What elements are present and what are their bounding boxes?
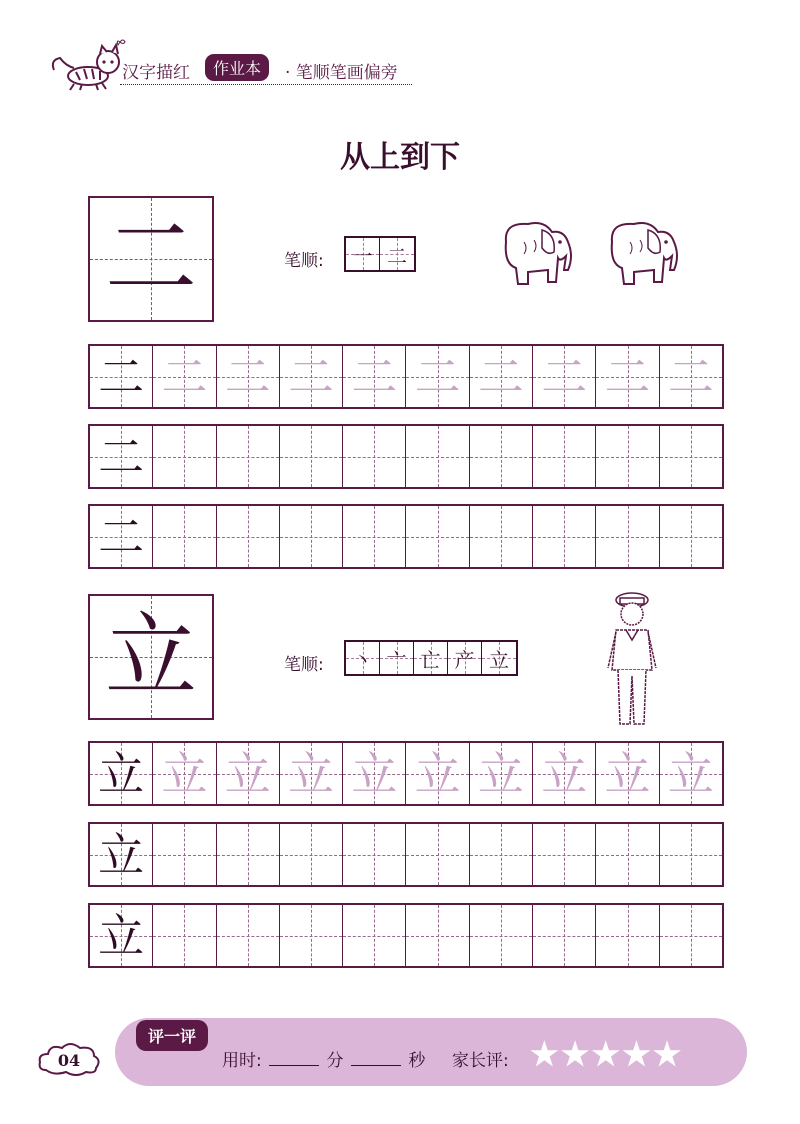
cat-logo-icon xyxy=(46,36,126,94)
trace-cell[interactable]: 立 xyxy=(280,743,343,804)
model-cell: 二 xyxy=(90,346,153,407)
trace-cell[interactable]: 二 xyxy=(596,346,659,407)
empty-cell[interactable] xyxy=(660,506,722,567)
practice-row xyxy=(88,504,724,569)
empty-cell[interactable] xyxy=(406,905,469,966)
evaluation-tab: 评一评 xyxy=(136,1020,208,1051)
practice-row xyxy=(88,424,724,489)
stroke-step: 丶 xyxy=(346,642,380,674)
model-cell: 立 xyxy=(90,905,153,966)
empty-cell[interactable] xyxy=(280,506,343,567)
trace-cell[interactable]: 二 xyxy=(153,346,216,407)
trace-cell[interactable]: 立 xyxy=(470,743,533,804)
stroke-order-label: 笔顺: xyxy=(284,655,324,675)
practice-row xyxy=(88,344,724,409)
practice-row xyxy=(88,741,724,806)
empty-cell[interactable] xyxy=(406,506,469,567)
empty-cell[interactable] xyxy=(660,905,722,966)
stroke-step: 亡 xyxy=(414,642,448,674)
book-tag: 作业本 xyxy=(205,54,269,81)
star-icon[interactable]: ★ xyxy=(530,1035,559,1073)
stroke-order-strip xyxy=(344,236,416,272)
empty-cell[interactable] xyxy=(533,426,596,487)
empty-cell[interactable] xyxy=(280,426,343,487)
trace-cell[interactable]: 立 xyxy=(406,743,469,804)
stroke-order-label: 笔顺: xyxy=(284,251,324,271)
empty-cell[interactable] xyxy=(343,905,406,966)
big-character: 立 xyxy=(104,603,197,710)
model-cell: 立 xyxy=(90,824,153,885)
trace-cell[interactable]: 二 xyxy=(406,346,469,407)
empty-cell[interactable] xyxy=(406,426,469,487)
stroke-order-strip xyxy=(344,640,518,676)
page-title: 从上到下 xyxy=(340,140,460,175)
book-subtitle: · 笔顺笔画偏旁 xyxy=(285,63,398,83)
empty-cell[interactable] xyxy=(470,905,533,966)
minutes-blank[interactable] xyxy=(269,1065,319,1066)
empty-cell[interactable] xyxy=(280,905,343,966)
star-icon[interactable]: ★ xyxy=(560,1035,590,1073)
empty-cell[interactable] xyxy=(153,506,216,567)
empty-cell[interactable] xyxy=(596,426,659,487)
book-title: 汉字描红 xyxy=(122,63,190,83)
empty-cell[interactable] xyxy=(343,824,406,885)
page-number: 04 xyxy=(57,1051,81,1070)
model-cell: 立 xyxy=(90,743,153,804)
trace-cell[interactable]: 立 xyxy=(343,743,406,804)
empty-cell[interactable] xyxy=(596,824,659,885)
star-icon[interactable]: ★ xyxy=(622,1035,651,1073)
star-icon[interactable]: ★ xyxy=(652,1035,682,1073)
trace-cell[interactable]: 二 xyxy=(343,346,406,407)
minute-unit: 分 xyxy=(326,1051,344,1071)
empty-cell[interactable] xyxy=(660,824,722,885)
elephant-icon xyxy=(600,212,690,294)
empty-cell[interactable] xyxy=(343,506,406,567)
time-field xyxy=(222,1046,425,1071)
empty-cell[interactable] xyxy=(153,824,216,885)
empty-cell[interactable] xyxy=(217,506,280,567)
page-number-cloud xyxy=(36,1040,102,1078)
elephant-icon xyxy=(494,212,584,294)
trace-cell[interactable]: 立 xyxy=(660,743,722,804)
empty-cell[interactable] xyxy=(470,506,533,567)
header-divider xyxy=(120,84,412,85)
empty-cell[interactable] xyxy=(280,824,343,885)
star-rating[interactable] xyxy=(530,1035,682,1073)
trace-cell[interactable]: 立 xyxy=(153,743,216,804)
stroke-step: 一 xyxy=(346,238,380,270)
parent-rating-label: 家长评: xyxy=(452,1051,509,1071)
stroke-step: 亠 xyxy=(380,642,414,674)
empty-cell[interactable] xyxy=(596,506,659,567)
empty-cell[interactable] xyxy=(217,426,280,487)
empty-cell[interactable] xyxy=(533,506,596,567)
trace-cell[interactable]: 二 xyxy=(470,346,533,407)
star-icon[interactable]: ★ xyxy=(591,1035,621,1073)
stroke-step: 立 xyxy=(482,642,516,674)
model-cell: 二 xyxy=(90,506,153,567)
trace-cell[interactable]: 二 xyxy=(660,346,722,407)
trace-cell[interactable]: 立 xyxy=(217,743,280,804)
empty-cell[interactable] xyxy=(406,824,469,885)
second-unit: 秒 xyxy=(408,1051,426,1071)
stroke-step: 二 xyxy=(380,238,414,270)
trace-cell[interactable]: 二 xyxy=(280,346,343,407)
big-character: 二 xyxy=(104,205,197,312)
empty-cell[interactable] xyxy=(153,426,216,487)
empty-cell[interactable] xyxy=(596,905,659,966)
stroke-step: 产 xyxy=(448,642,482,674)
empty-cell[interactable] xyxy=(533,905,596,966)
big-character-box xyxy=(88,196,214,322)
trace-cell[interactable]: 二 xyxy=(533,346,596,407)
trace-cell[interactable]: 立 xyxy=(533,743,596,804)
empty-cell[interactable] xyxy=(217,905,280,966)
empty-cell[interactable] xyxy=(153,905,216,966)
big-character-box xyxy=(88,594,214,720)
sailor-boy-icon xyxy=(600,586,664,734)
seconds-blank[interactable] xyxy=(351,1065,401,1066)
empty-cell[interactable] xyxy=(660,426,722,487)
empty-cell[interactable] xyxy=(470,824,533,885)
practice-row xyxy=(88,822,724,887)
empty-cell[interactable] xyxy=(533,824,596,885)
trace-cell[interactable]: 立 xyxy=(596,743,659,804)
trace-cell[interactable]: 二 xyxy=(217,346,280,407)
practice-row xyxy=(88,903,724,968)
model-cell: 二 xyxy=(90,426,153,487)
empty-cell[interactable] xyxy=(470,426,533,487)
empty-cell[interactable] xyxy=(343,426,406,487)
empty-cell[interactable] xyxy=(217,824,280,885)
time-label: 用时: xyxy=(222,1051,262,1071)
